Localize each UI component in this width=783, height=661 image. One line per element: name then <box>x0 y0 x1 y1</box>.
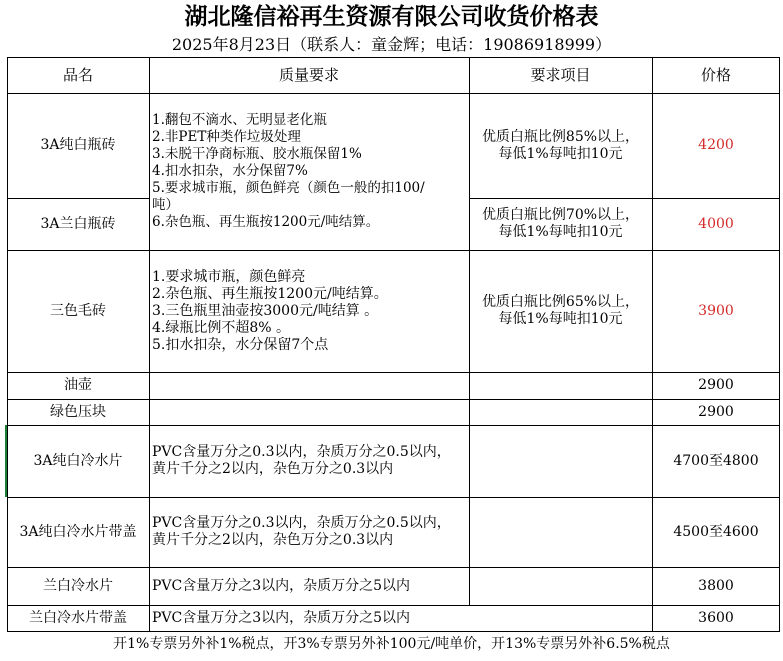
quality-requirements-group-2[interactable]: 1.要求城市瓶，颜色鲜亮 2.杂色瓶、再生瓶按1200元/吨结算。 3.三色瓶里油壶按3000元/吨结算 。 4.绿瓶比例不超8% 。 5.扣水扣杂，水分保留7个点 <box>152 268 388 353</box>
quality-pvc-c[interactable]: PVC含量万分之3以内，杂质万分之5以内 <box>152 577 411 594</box>
header-requirement: 要求项目 <box>530 65 591 84</box>
row-name-3a-white-cold-flake-cap[interactable]: 3A纯白冷水片带盖 <box>19 523 137 540</box>
requirement-70[interactable]: 优质白瓶比例70%以上， 每低1%每吨扣10元 <box>481 207 640 240</box>
row-name-3a-white-cold-flake[interactable]: 3A纯白冷水片 <box>33 452 123 469</box>
row-name-tricolor-brick[interactable]: 三色毛砖 <box>50 302 106 319</box>
row-name-green-bale[interactable]: 绿色压块 <box>50 403 106 420</box>
price-blue-white-cold-flake[interactable]: 3800 <box>698 577 734 594</box>
page-title: 湖北隆信裕再生资源有限公司收货价格表 <box>184 3 599 30</box>
row-name-3a-white-brick[interactable]: 3A纯白瓶砖 <box>40 137 116 153</box>
price-tricolor-brick[interactable]: 3900 <box>698 302 734 319</box>
price-blue-white-cold-flake-cap[interactable]: 3600 <box>698 609 734 626</box>
cell-selection-indicator <box>5 425 7 497</box>
header-price: 价格 <box>700 65 731 84</box>
row-name-blue-white-cold-flake[interactable]: 兰白冷水片 <box>43 577 113 594</box>
row-name-3a-blue-white-brick[interactable]: 3A兰白瓶砖 <box>40 215 116 232</box>
date-contact-line: 2025年8月23日（联系人：童金辉；电话：19086918999） <box>171 35 612 54</box>
invoice-tax-note: 开1%专票另外补1%税点，开3%专票另外补100元/吨单价，开13%专票另外补6.5%税点 <box>113 636 670 652</box>
price-3a-blue-white-brick[interactable]: 4000 <box>698 215 734 232</box>
price-green-bale[interactable]: 2900 <box>698 403 734 420</box>
quality-pvc-b[interactable]: PVC含量万分之0.3以内，杂质万分之0.5以内，黄片千分之2以内，杂色万分之0.3以内 <box>152 515 451 548</box>
price-oil-bottle[interactable]: 2900 <box>698 377 734 393</box>
row-name-oil-bottle[interactable]: 油壶 <box>64 377 92 393</box>
row-name-blue-white-cold-flake-cap[interactable]: 兰白冷水片带盖 <box>29 609 127 626</box>
price-3a-white-brick[interactable]: 4200 <box>698 137 734 153</box>
quality-requirements-group-1[interactable]: 1.翻包不滴水、无明显老化瓶 2.非PET种类作垃圾处理 3.未脱干净商标瓶、胶水瓶保留1% 4.扣水扣杂，水分保留7% 5.要求城市瓶，颜色鲜亮（颜色一般的扣100/吨） 6.杂色瓶、再生瓶按1200元/吨结算。 <box>152 112 425 230</box>
header-name: 品名 <box>62 65 93 84</box>
header-quality: 质量要求 <box>278 65 339 84</box>
requirement-85[interactable]: 优质白瓶比例85%以上， 每低1%每吨扣10元 <box>481 128 640 162</box>
price-3a-white-cold-flake[interactable]: 4700至4800 <box>673 452 759 469</box>
requirement-65[interactable]: 优质白瓶比例65%以上， 每低1%每吨扣10元 <box>481 294 640 327</box>
price-3a-white-cold-flake-cap[interactable]: 4500至4600 <box>673 523 759 540</box>
quality-pvc-a[interactable]: PVC含量万分之0.3以内，杂质万分之0.5以内，黄片千分之2以内，杂色万分之0.3以内 <box>152 444 451 477</box>
quality-pvc-d[interactable]: PVC含量万分之3以内，杂质万分之5以内 <box>152 609 411 626</box>
